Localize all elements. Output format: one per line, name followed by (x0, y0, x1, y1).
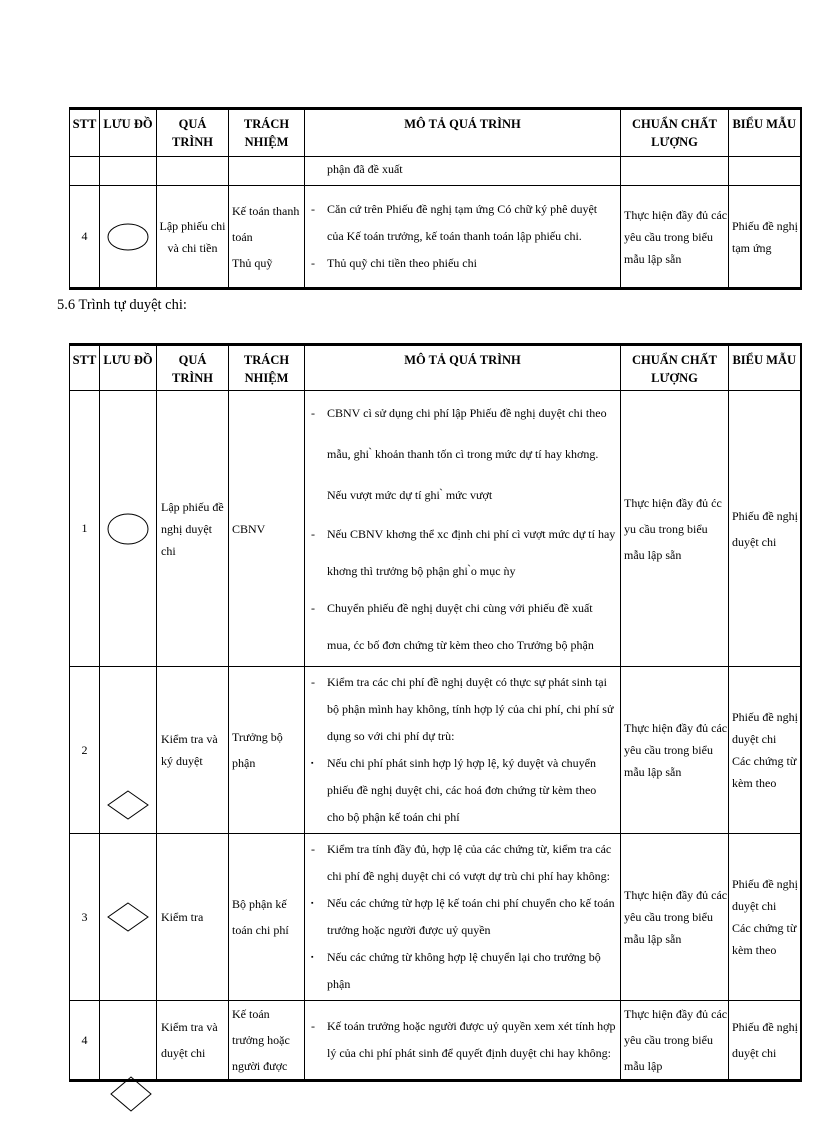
form-line: Phiếu đề nghị duyệt chi (732, 710, 798, 746)
form-name: Phiếu đề nghị tạm ứng (729, 186, 801, 289)
oval-icon (106, 511, 150, 547)
process-table-continued (69, 107, 802, 290)
step-number: 3 (70, 834, 100, 1001)
desc-text: phận đã đề xuất (327, 162, 403, 176)
form-name (729, 834, 801, 1001)
header-form: BIỂU MẪU (729, 109, 801, 157)
header-flow: LƯU ĐỒ (100, 109, 157, 157)
dash-marker: - (311, 842, 315, 856)
desc-text: Căn cứ trên Phiếu đề nghị tạm ứng Có chữ ký phê duyệt của Kế toán trưởng, kế toán thanh toán lập phiếu chi. (327, 202, 598, 243)
desc-text: Thủ quỹ chi tiền theo phiếu chi (327, 256, 477, 270)
description (305, 834, 621, 1001)
form-line: Các chứng từ kèm theo (732, 921, 797, 957)
responsibility: CBNV (229, 391, 305, 667)
header-quality: CHUẨN CHẤT LƯỢNG (621, 109, 729, 157)
dash-marker: - (311, 256, 315, 270)
process-name: Kiểm tra (157, 834, 229, 1001)
form-name: Phiếu đề nghị duyệt chi (729, 1001, 801, 1081)
quality-standard: Thực hiện đầy đủ các yêu cầu trong biểu mẫu lập sẵn (621, 834, 729, 1001)
desc-text: Nếu CBNV khơng thể xc định chi phí cì vượt mức dự tí hay khơng thì trưởng bộ phận ghi ̀o mục ǹy (327, 527, 616, 578)
desc-item (311, 250, 616, 277)
form-line: Các chứng từ kèm theo (732, 754, 797, 790)
table-row (70, 1001, 801, 1081)
table-row (70, 834, 801, 1001)
desc-item (311, 516, 616, 590)
quality-standard: Thực hiện đầy đủ các yêu cầu trong biểu mẫu lập sẵn (621, 667, 729, 834)
flow-cell (100, 834, 157, 1001)
bullet-marker: ▪ (311, 899, 314, 907)
header-quality: CHUẨN CHẤT LƯỢNG (621, 345, 729, 391)
desc-item (311, 669, 616, 750)
header-responsibility: TRÁCH NHIỆM (229, 109, 305, 157)
responsibility (229, 186, 305, 289)
responsibility-line: Kế toán thanh toán (232, 203, 300, 244)
description (305, 667, 621, 834)
table-header-row (70, 109, 801, 157)
quality-standard: Thực hiện đầy đủ các yêu cầu trong biểu mẫu lập sẵn (621, 186, 729, 289)
flow-cell (100, 186, 157, 289)
desc-item (311, 836, 616, 890)
responsibility: Kế toán trưởng hoặc người được (229, 1001, 305, 1081)
desc-item (311, 944, 616, 998)
responsibility: Bộ phận kế toán chi phí (229, 834, 305, 1001)
diamond-icon (106, 789, 150, 821)
bullet-marker: ▪ (311, 759, 314, 767)
quality-standard: Thực hiện đầy đủ ćc yu cầu trong biểu mẫu lập sẵn (621, 391, 729, 667)
description (305, 1001, 621, 1081)
desc-text: Chuyển phiếu đề nghị duyệt chi cùng với phiếu đề xuất mua, ćc bố đơn chứng từ kèm theo cho Trưởng bộ phận (327, 601, 594, 652)
form-name (729, 667, 801, 834)
diamond-icon (106, 901, 150, 933)
desc-text: Kiểm tra tính đầy đủ, hợp lệ của các chứng từ, kiểm tra các chi phí đề nghị duyệt chi có vượt dự trù chi phí hay không: (327, 842, 612, 883)
header-flow: LƯU ĐỒ (100, 345, 157, 391)
process-name: Lập phiếu đề nghị duyệt chi (157, 391, 229, 667)
responsibility: Trưởng bộ phận (229, 667, 305, 834)
desc-item (311, 196, 616, 250)
step-number: 4 (70, 1001, 100, 1081)
header-form: BIỂU MẪU (729, 345, 801, 391)
process-name: Kiểm tra và duyệt chi (157, 1001, 229, 1081)
header-process: QUÁ TRÌNH (157, 345, 229, 391)
table-row (70, 391, 801, 667)
flow-cell (100, 1001, 157, 1081)
desc-text: Nếu các chứng từ hợp lệ kế toán chi phí chuyển cho kế toán trưởng hoặc người được uỷ quyền (327, 896, 615, 937)
dash-marker: - (311, 406, 315, 420)
desc-text: Nếu các chứng từ không hợp lệ chuyển lại cho trưởng bộ phận (327, 950, 601, 991)
diamond-icon (108, 1075, 154, 1113)
form-line: Phiếu đề nghị duyệt chi (732, 877, 798, 913)
form-name: Phiếu đề nghị duyệt chi (729, 391, 801, 667)
step-number: 2 (70, 667, 100, 834)
step-number: 1 (70, 391, 100, 667)
description (305, 186, 621, 289)
flow-cell (100, 667, 157, 834)
desc-text: Nếu chi phí phát sinh hợp lý hợp lệ, ký duyệt và chuyển phiếu đề nghị duyệt chi, các hoá đơn chứng từ kèm theo cho bộ phận kế toán chi phí (327, 756, 597, 824)
dash-marker: - (311, 202, 315, 216)
table-row (70, 667, 801, 834)
step-number: 4 (70, 186, 100, 289)
quality-standard: Thực hiện đầy đủ các yêu cầu trong biểu mẫu lập (621, 1001, 729, 1081)
approval-process-table (69, 343, 802, 1082)
dash-marker: - (311, 1019, 315, 1033)
header-process: QUÁ TRÌNH (157, 109, 229, 157)
header-description: MÔ TẢ QUÁ TRÌNH (305, 109, 621, 157)
responsibility-line: Thủ quỹ (232, 255, 273, 270)
dash-marker: - (311, 527, 315, 541)
desc-item (311, 393, 616, 516)
desc-text: Kiểm tra các chi phí đề nghị duyệt có thực sự phát sinh tại bộ phận mình hay không, tính hợp lý của chi phí, chi phí sử dụng so với chi phí dự trù: (327, 675, 614, 743)
table-row (70, 186, 801, 289)
process-name: Lập phiếu chi và chi tiền (157, 186, 229, 289)
desc-item (311, 1013, 616, 1067)
dash-marker: - (311, 601, 315, 615)
dash-marker: - (311, 675, 315, 689)
description (305, 391, 621, 667)
header-stt: STT (70, 345, 100, 391)
header-stt: STT (70, 109, 100, 157)
desc-item (311, 590, 616, 664)
table-header-row (70, 345, 801, 391)
desc-text: Kế toán trưởng hoặc người được uỷ quyền xem xét tính hợp lý của chi phí phát sinh để quyết định duyệt chi hay không: (327, 1019, 616, 1060)
bullet-marker: ▪ (311, 953, 314, 961)
section-heading: 5.6 Trình tự duyệt chi: (57, 297, 187, 313)
table-row (70, 157, 801, 186)
process-name: Kiểm tra và ký duyệt (157, 667, 229, 834)
flow-cell (100, 391, 157, 667)
header-responsibility: TRÁCH NHIỆM (229, 345, 305, 391)
desc-item (311, 750, 616, 831)
desc-text: CBNV cì sử dụng chi phí lập Phiếu đề nghị duyệt chi theo mẫu, ghi ̀ khoản thanh tốn cì trong mức dự tí hay khơng. Nếu vượt mức dự tí ghi ̀ mức vượt (327, 406, 607, 502)
desc-item (311, 890, 616, 944)
oval-icon (106, 222, 150, 252)
header-description: MÔ TẢ QUÁ TRÌNH (305, 345, 621, 391)
